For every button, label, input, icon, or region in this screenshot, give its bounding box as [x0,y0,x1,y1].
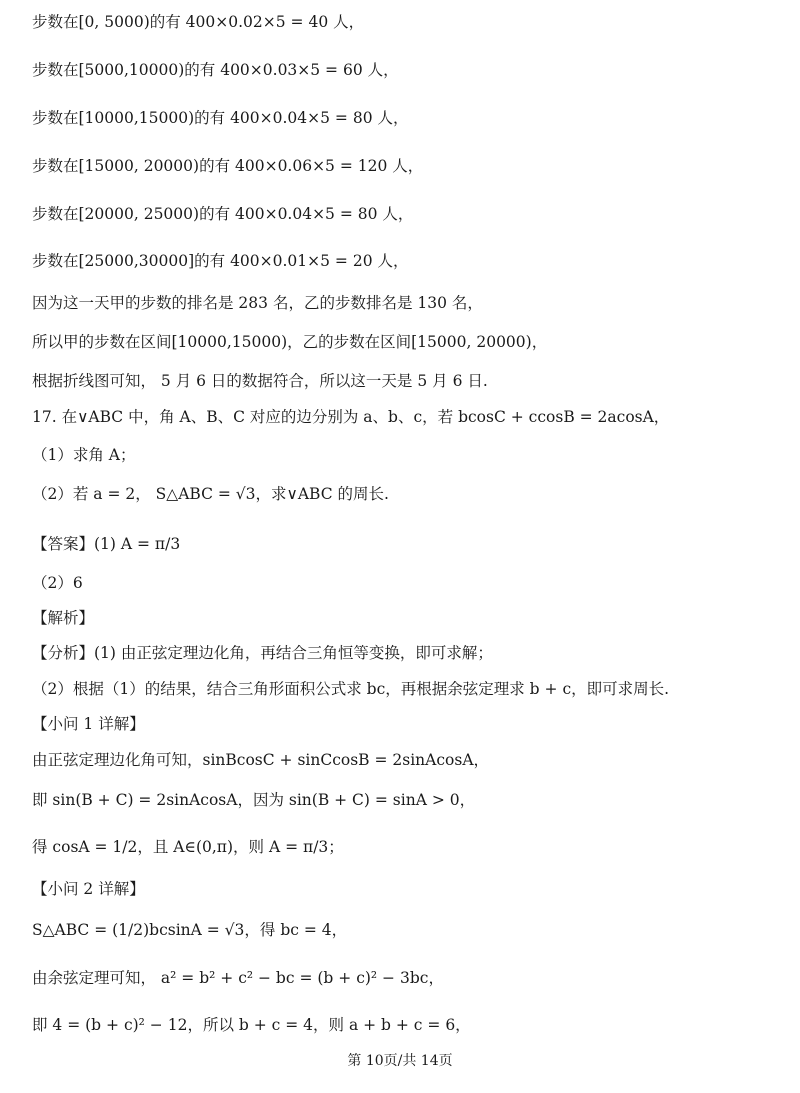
sub1-header: 【小问 1 详解】 [32,715,145,733]
step-line-1: 步数在[0, 5000)的有 400×0.02×5 = 40 人， [32,13,365,31]
sub2-line3: 即 4 = (b + c)² − 12，所以 b + c = 4，则 a + b + c = 6， [32,1016,471,1034]
rank-line: 因为这一天甲的步数的排名是 283 名，乙的步数排名是 130 名， [32,294,483,312]
problem-part1: （1）求角 A； [32,446,136,464]
problem-statement: 17. 在∨ABC 中，角 A、B、C 对应的边分别为 a、b、c，若 bcosC + ccosB = 2acosA， [32,408,670,426]
sub1-line1: 由正弦定理边化角可知，sinBcosC + sinCcosB = 2sinAcosA， [32,751,490,769]
step-line-2: 步数在[5000,10000)的有 400×0.03×5 = 60 人， [32,61,399,79]
answer-part2: （2）6 [32,574,83,592]
sub1-line2: 即 sin(B + C) = 2sinAcosA，因为 sin(B + C) = sinA > 0， [32,791,476,809]
sub1-line3: 得 cosA = 1/2，且 A∈(0,π)，则 A = π/3； [32,838,344,856]
analysis-fenxi-1: 【分析】(1) 由正弦定理边化角，再结合三角恒等变换，即可求解； [32,644,493,662]
interval-line: 所以甲的步数在区间[10000,15000)，乙的步数在区间[15000, 20000)， [32,333,548,351]
sub2-line1: S△ABC = (1/2)bcsinA = √3，得 bc = 4， [32,921,348,939]
answer-part1: 【答案】(1) A = π/3 [32,535,181,553]
analysis-fenxi-2: （2）根据（1）的结果，结合三角形面积公式求 bc，再根据余弦定理求 b + c，即可求周长. [32,680,670,698]
analysis-header: 【解析】 [32,609,95,627]
page-footer: 第 10页/共 14页 [347,1053,453,1069]
conclusion-line: 根据折线图可知， 5 月 6 日的数据符合，所以这一天是 5 月 6 日. [32,372,488,390]
step-line-4: 步数在[15000, 20000)的有 400×0.06×5 = 120 人， [32,157,424,175]
problem-part2: （2）若 a = 2， S△ABC = √3，求∨ABC 的周长. [32,485,389,503]
sub2-line2: 由余弦定理可知， a² = b² + c² − bc = (b + c)² − 3bc， [32,969,444,987]
step-line-5: 步数在[20000, 25000)的有 400×0.04×5 = 80 人， [32,205,414,223]
sub2-header: 【小问 2 详解】 [32,880,145,898]
step-line-6: 步数在[25000,30000]的有 400×0.01×5 = 20 人， [32,252,409,270]
step-line-3: 步数在[10000,15000)的有 400×0.04×5 = 80 人， [32,109,409,127]
